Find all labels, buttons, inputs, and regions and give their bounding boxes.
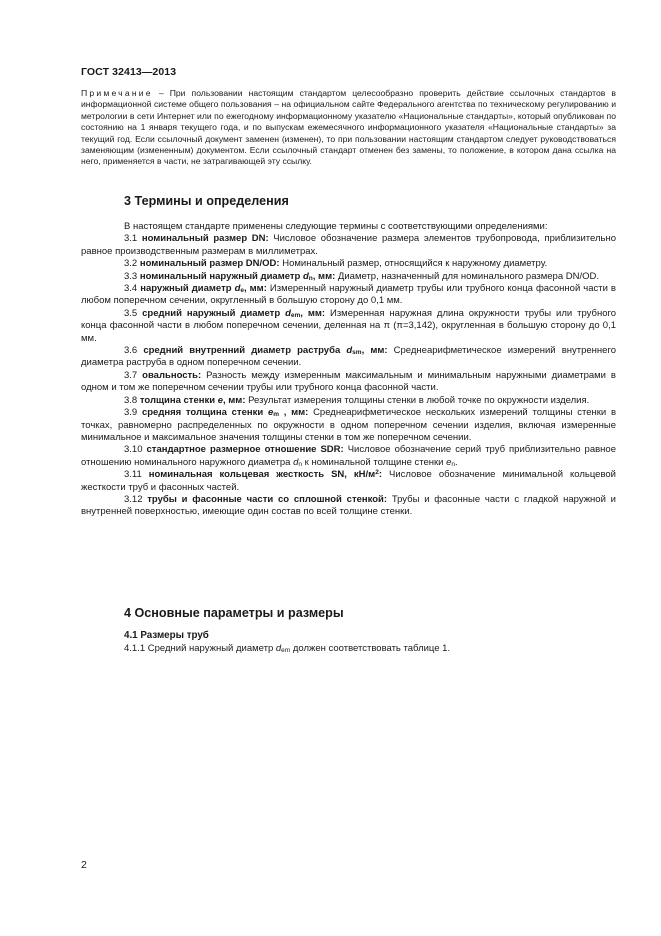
term-3-10: 3.10 стандартное размерное отношение SDR: Числовое обозначение серий труб приблизительно равное отношению номинального наружного диаметра $d_n$ к номинальной толщине стенки $e_n$. (81, 444, 616, 468)
paragraph-4-1-1: 4.1.1 Средний наружный диаметр $d_{em}$ должен соответствовать таблице 1. (124, 643, 451, 654)
term-3-11: 3.11 номинальная кольцевая жесткость SN, $кН/м^2$: Числовое обозначение минимальной кольцевой жесткости труб и фасонных частей. (81, 469, 616, 493)
term-3-5: 3.5 средний наружный диаметр $d_{em}$, мм: Измеренная наружная длина окружности трубы или трубного конца фасонной части в любом поперечном сечении, деленная на π (π=3,142), округленная в большую сторону до 0,1 мм. (81, 307, 617, 344)
note-lead: Примечание (81, 88, 153, 98)
page-number: 2 (81, 859, 87, 871)
note-paragraph (81, 88, 616, 168)
term-3-1: 3.1 номинальный размер DN: Числовое обозначение размера элементов трубопровода, приблизительно равное производственным размерам в миллиметрах. (81, 233, 616, 257)
term-3-12: 3.12 трубы и фасонные части со сплошной стенкой: Трубы и фасонные части с гладкой наружной и внутренней поверхностью, имеющие один состав по всей толщине стенки. (81, 493, 616, 518)
subsection-4-1-title: 4.1 Размеры труб (124, 630, 209, 641)
section-4-title: 4 Основные параметры и размеры (124, 606, 344, 620)
term-3-9: 3.9 средняя толщина стенки $e_m$ , мм: Среднеарифметическое нескольких измерений толщины стенки в точках, равномерно распределенных по окружности в одном поперечном сечении изделия, включая измеренные минимальное и максимальное значения толщины стенки в том же поперечном сечении. (81, 407, 617, 443)
note-text: – При пользовании настоящим стандартом целесообразно проверить действие ссылочных стандартов в информационной системе общего пользования – на официальном сайте Федерального агентства по техническому регулированию и метрологии в сети Интернет или по ежегодному информационному указателю «Национальные стандарты», который опубликован по состоянию на 1 января текущего года, и по выпускам ежемесячного информационного указателя «Национальные стандарты» за текущий год. Если ссылочный документ заменен (изменен), то при пользовании настоящим стандартом следует руководствоваться заменяющим (измененным) документом. Если ссылочный стандарт отменен без замены, то положение, в котором дана ссылка на него, применяется в части, не затрагивающей эту ссылку. (81, 88, 616, 167)
section-3-body (81, 221, 616, 519)
document-header: ГОСТ 32413—2013 (81, 66, 177, 78)
term-3-7: 3.7 овальность: Разность между измеренным максимальным и минимальным наружными диаметрами в одном и том же поперечном сечении трубы или трубного конца фасонной части. (81, 369, 616, 394)
term-3-6: 3.6 средний внутренний диаметр раструба $d_{sm}$, мм: Среднеарифметическое измерений внутреннего диаметра раструба в одном поперечном сечении. (81, 345, 616, 369)
term-3-4: 3.4 наружный диаметр $d_e$, мм: Измеренный наружный диаметр трубы или трубного конца фасонной части в любом поперечном сечении, округленный в большую сторону до 0,1 мм. (81, 283, 616, 307)
term-3-8: 3.8 толщина стенки e, мм: Результат измерения толщины стенки в любой точке по окружности изделия. (124, 394, 590, 406)
term-3-3: 3.3 номинальный наружный диаметр $d_n$, мм: Диаметр, назначенный для номинального размера DN/OD. (124, 270, 600, 282)
section-3-title: 3 Термины и определения (124, 194, 289, 208)
term-3-2: 3.2 номинальный размер DN/OD: Номинальный размер, относящийся к наружному диаметру. (124, 258, 548, 270)
section-3-intro: В настоящем стандарте применены следующие термины с соответствующими определениями: (124, 221, 548, 232)
